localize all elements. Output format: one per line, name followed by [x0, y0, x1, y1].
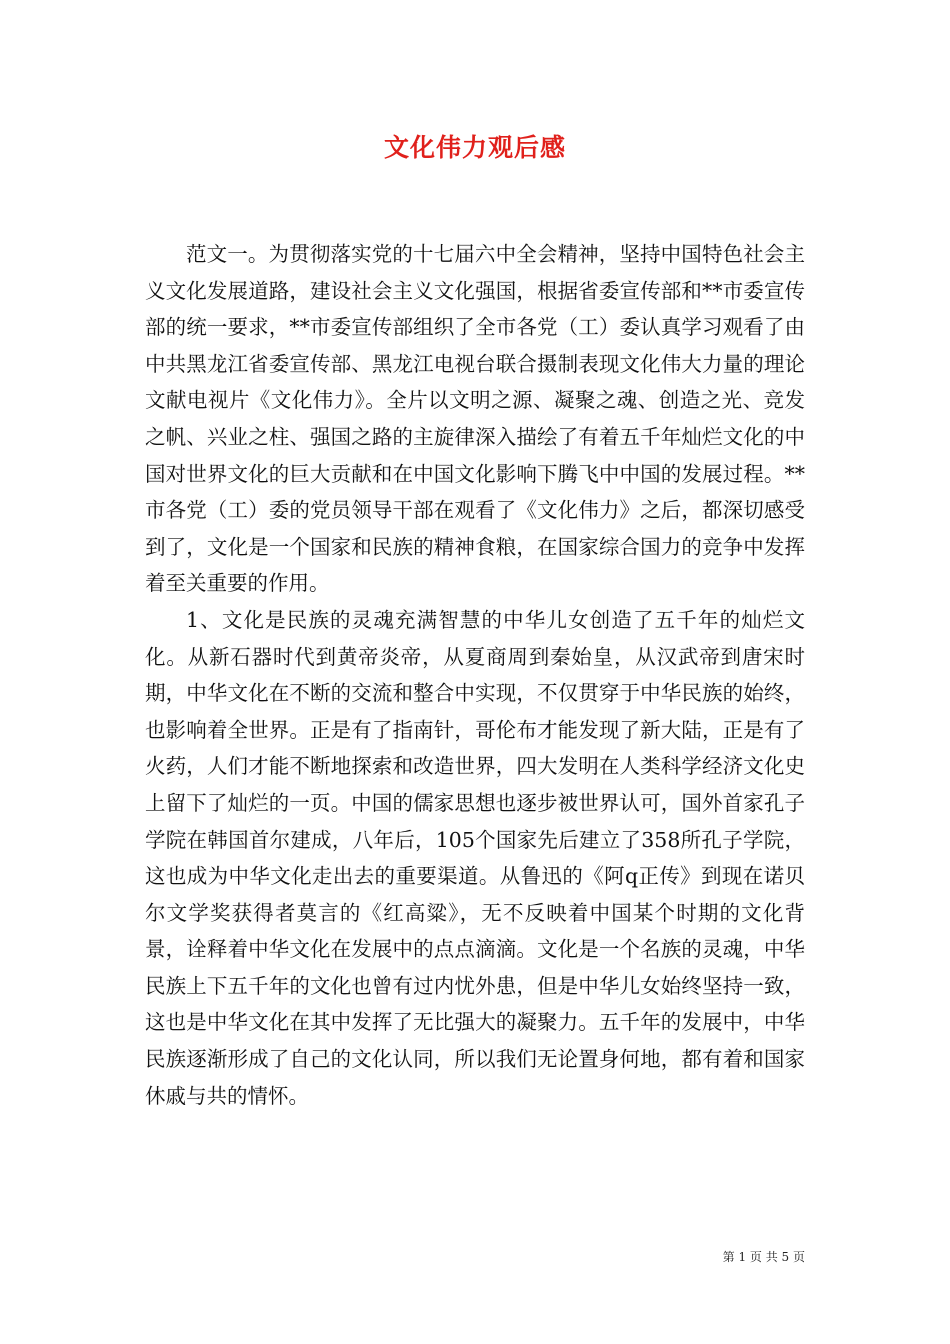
paragraph-intro: 范文一。为贯彻落实党的十七届六中全会精神，坚持中国特色社会主义文化发展道路，建设社会主义文化强国，根据省委宣传部和**市委宣传部的统一要求，**市委宣传部组织了全市各党（工）委认真学习观看了由中共黑龙江省委宣传部、黑龙江电视台联合摄制表现文化伟大力量的理论文献电视片《文化伟力》。全片以文明之源、凝聚之魂、创造之光、竞发之帆、兴业之柱、强国之路的主旋律深入描绘了有着五千年灿烂文化的中国对世界文化的巨大贡献和在中国文化影响下腾飞中中国的发展过程。**市各党（工）委的党员领导干部在观看了《文化伟力》之后，都深切感受到了，文化是一个国家和民族的精神食粮，在国家综合国力的竞争中发挥着至关重要的作用。: [145, 242, 805, 596]
page-number: 第 1 页 共 5 页: [722, 1250, 805, 1264]
paragraph-section-1: 1、文化是民族的灵魂充满智慧的中华儿女创造了五千年的灿烂文化。从新石器时代到黄帝炎帝，从夏商周到秦始皇，从汉武帝到唐宋时期，中华文化在不断的交流和整合中实现，不仅贯穿于中华民族的始终，也影响着全世界。正是有了指南针，哥伦布才能发现了新大陆，正是有了火药，人们才能不断地探索和改造世界，四大发明在人类科学经济文化史上留下了灿烂的一页。中国的儒家思想也逐步被世界认可，国外首家孔子学院在韩国首尔建成，八年后，105个国家先后建立了358所孔子学院，这也成为中华文化走出去的重要渠道。从鲁迅的《阿q正传》到现在诺贝尔文学奖获得者莫言的《红高粱》，无不反映着中国某个时期的文化背景，诠释着中华文化在发展中的点点滴滴。文化是一个名族的灵魂，中华民族上下五千年的文化也曾有过内忧外患，但是中华儿女始终坚持一致，这也是中华文化在其中发挥了无比强大的凝聚力。五千年的发展中，中华民族逐渐形成了自己的文化认同，所以我们无论置身何地，都有着和国家休戚与共的情怀。: [145, 607, 805, 1108]
document-title: 文化伟力观后感: [383, 133, 566, 162]
document-body: [145, 236, 805, 1114]
